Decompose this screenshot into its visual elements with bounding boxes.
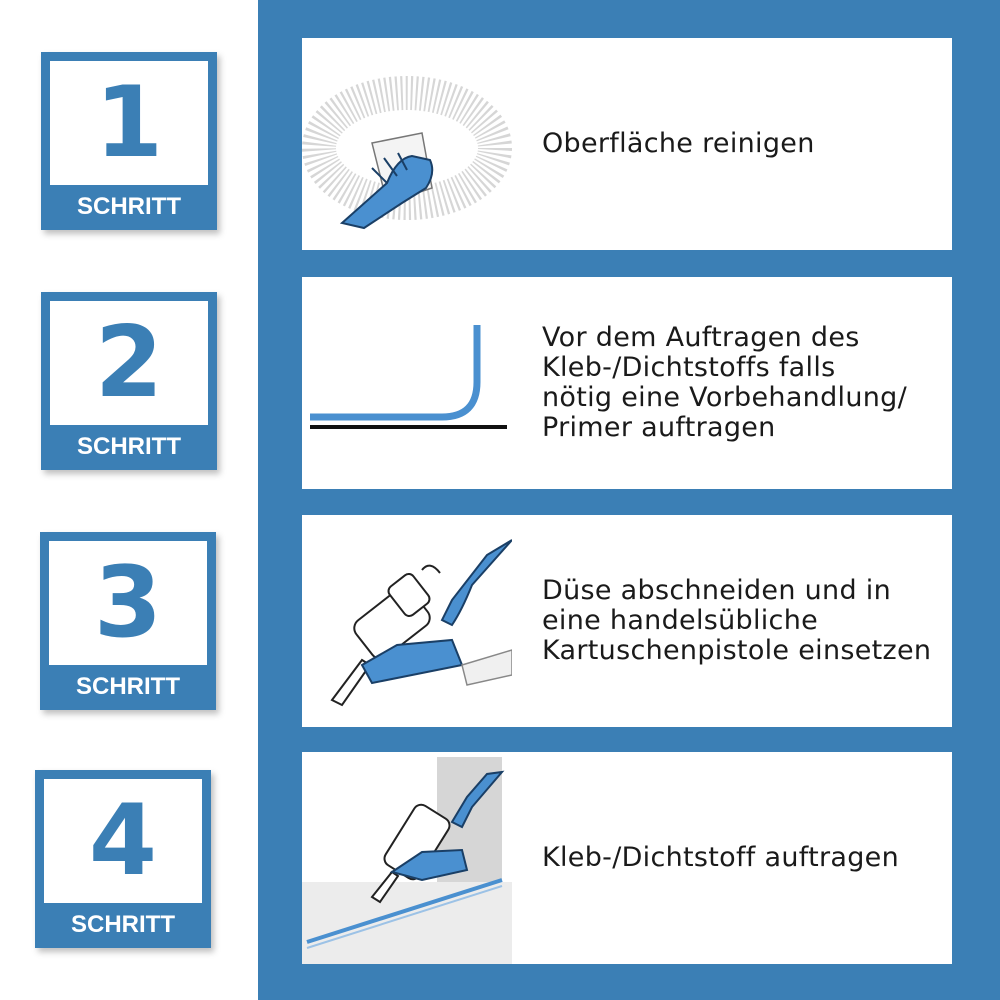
caulk-gun-icon bbox=[302, 515, 512, 727]
step-number: 2 bbox=[94, 306, 164, 420]
step-2-badge bbox=[41, 292, 217, 470]
step-1-card bbox=[302, 38, 952, 250]
step-label: SCHRITT bbox=[77, 193, 181, 220]
step-label: SCHRITT bbox=[71, 911, 175, 938]
step-label: SCHRITT bbox=[77, 433, 181, 460]
step-2-text: Vor dem Auftragen des Kleb-/Dichtstoffs falls nötig eine Vorbehandlung/ Primer auftragen bbox=[542, 322, 907, 443]
step-3-card bbox=[302, 515, 952, 727]
step-number: 1 bbox=[94, 66, 164, 180]
primer-curve-icon bbox=[302, 277, 512, 489]
step-3-badge bbox=[40, 532, 216, 710]
step-4-badge bbox=[35, 770, 211, 948]
step-number: 3 bbox=[93, 546, 163, 660]
apply-sealant-icon bbox=[302, 752, 512, 964]
step-1-text: Oberfläche reinigen bbox=[542, 128, 815, 159]
step-label: SCHRITT bbox=[76, 673, 180, 700]
step-3-text: Düse abschneiden und in eine handelsübliche Kartuschenpistole einsetzen bbox=[542, 575, 932, 666]
step-4-card bbox=[302, 752, 952, 964]
step-number: 4 bbox=[88, 784, 158, 898]
step-4-text: Kleb-/Dichtstoff auftragen bbox=[542, 842, 899, 873]
step-1-badge bbox=[41, 52, 217, 230]
step-2-card bbox=[302, 277, 952, 489]
cleaning-hand-icon bbox=[302, 38, 512, 250]
